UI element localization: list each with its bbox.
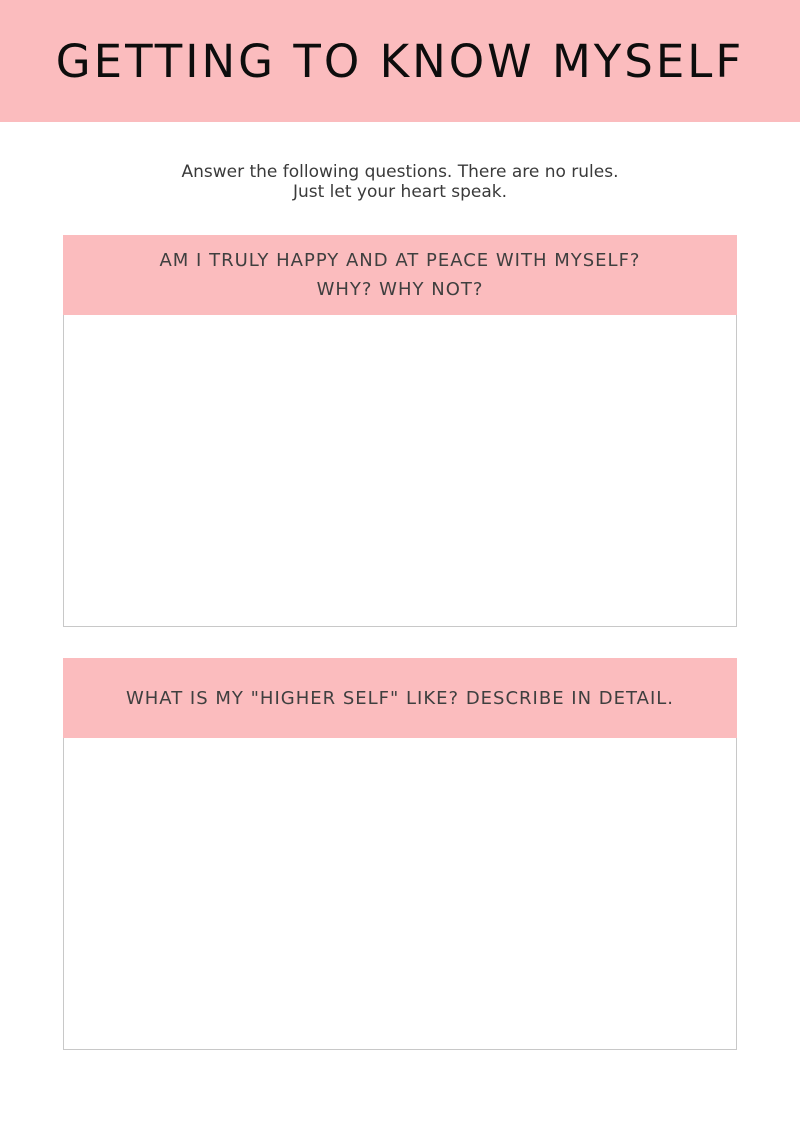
instructions-line-1: Answer the following questions. There are no rules.: [181, 162, 619, 182]
answer-box-2[interactable]: [63, 738, 737, 1050]
question-header-1: [63, 235, 737, 315]
question-block-2: [63, 658, 737, 1050]
answer-box-1[interactable]: [63, 315, 737, 627]
instructions-text: [0, 162, 800, 202]
instructions-line-2: Just let your heart speak.: [292, 182, 508, 202]
question-2-line-1: WHAT IS MY "HIGHER SELF" LIKE? DESCRIBE IN DETAIL.: [125, 687, 675, 709]
question-1-line-1: AM I TRULY HAPPY AND AT PEACE WITH MYSELF?: [159, 250, 641, 271]
question-1-line-2: WHY? WHY NOT?: [316, 279, 484, 300]
question-block-1: [63, 235, 737, 627]
question-header-2: [63, 658, 737, 738]
header-band: [0, 0, 800, 122]
page-title: GETTING TO KNOW MYSELF: [55, 34, 745, 88]
